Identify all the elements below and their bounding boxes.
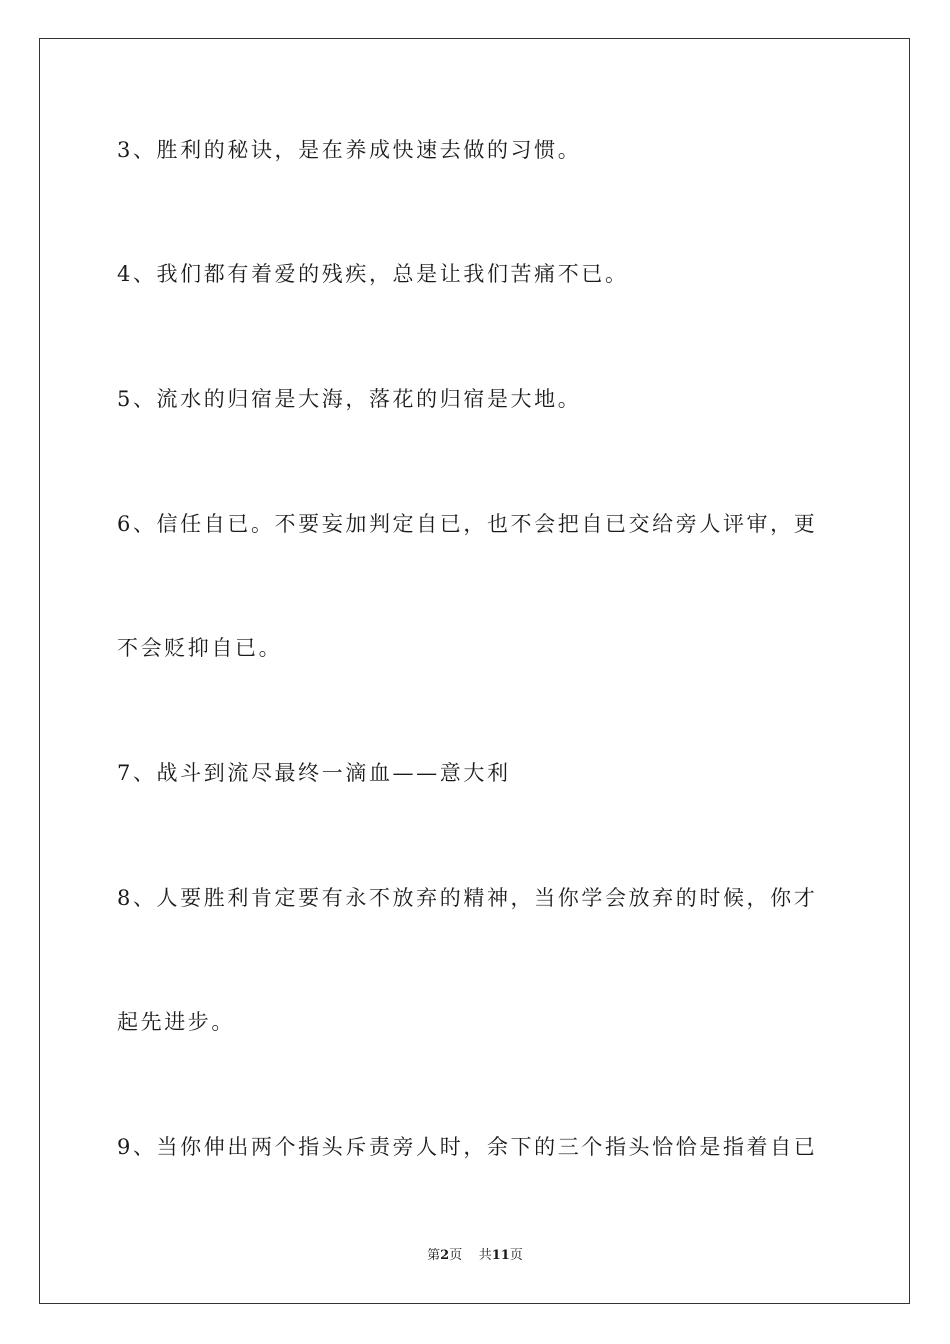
text-line-item-4: 4、我们都有着爱的残疾，总是让我们苦痛不已。 (117, 262, 629, 286)
footer-total-number: 11 (491, 1248, 510, 1263)
footer-page-suffix: 页 (449, 1248, 463, 1263)
text-line-item-8-continued: 起先进步。 (117, 1010, 235, 1034)
page-footer (0, 1246, 950, 1266)
footer-page-number: 2 (440, 1248, 450, 1263)
text-line-item-6-continued: 不会贬抑自已。 (117, 636, 283, 660)
text-line-item-7: 7、战斗到流尽最终一滴血——意大利 (117, 761, 511, 785)
footer-page-prefix: 第 (427, 1248, 441, 1263)
footer-total-suffix: 页 (509, 1248, 523, 1263)
text-line-item-3: 3、胜利的秘诀，是在养成快速去做的习惯。 (117, 138, 582, 162)
text-line-item-5: 5、流水的归宿是大海，落花的归宿是大地。 (117, 387, 582, 411)
text-line-item-9: 9、当你伸出两个指头斥责旁人时，余下的三个指头恰恰是指着自已 (117, 1135, 818, 1159)
text-line-item-6: 6、信任自已。不要妄加判定自已，也不会把自已交给旁人评审，更 (117, 512, 818, 536)
page-border (39, 38, 910, 1304)
footer-total-prefix: 共 (478, 1248, 492, 1263)
text-line-item-8: 8、人要胜利肯定要有永不放弃的精神，当你学会放弃的时候，你才 (117, 886, 818, 910)
